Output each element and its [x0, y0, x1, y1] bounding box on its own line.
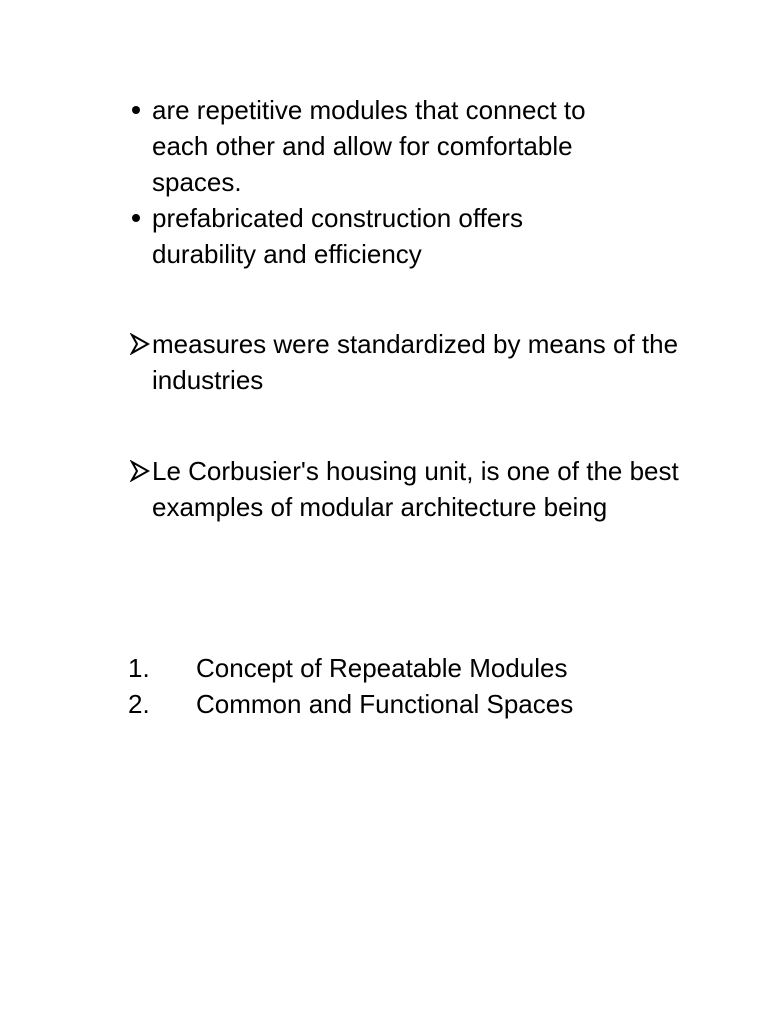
arrow-item-text: Le Corbusier's housing unit, is one of the best examples of modular architecture being [152, 456, 679, 522]
numbered-item [128, 650, 648, 686]
bullet-text: are repetitive modules that connect to each other and allow for comfortable spaces. [152, 95, 586, 197]
bullet-dot-icon [132, 214, 140, 222]
arrow-list-item [128, 453, 682, 525]
numbered-item [128, 686, 648, 722]
numbered-list [128, 650, 648, 722]
arrow-bullet-icon [130, 460, 150, 482]
bullet-text: prefabricated construction offers durability and efficiency [152, 203, 523, 269]
arrow-list-item [128, 326, 682, 398]
numbered-item-text: Common and Functional Spaces [196, 689, 574, 719]
numbered-item-text: Concept of Repeatable Modules [196, 653, 568, 683]
number-marker: 2. [128, 689, 150, 719]
bullet-list [128, 92, 628, 272]
arrow-bullet-icon [130, 333, 150, 355]
bullet-item [128, 200, 628, 272]
arrow-item-text: measures were standardized by means of the industries [152, 329, 679, 395]
number-marker: 1. [128, 653, 150, 683]
bullet-item [128, 92, 628, 200]
bullet-dot-icon [132, 106, 140, 114]
